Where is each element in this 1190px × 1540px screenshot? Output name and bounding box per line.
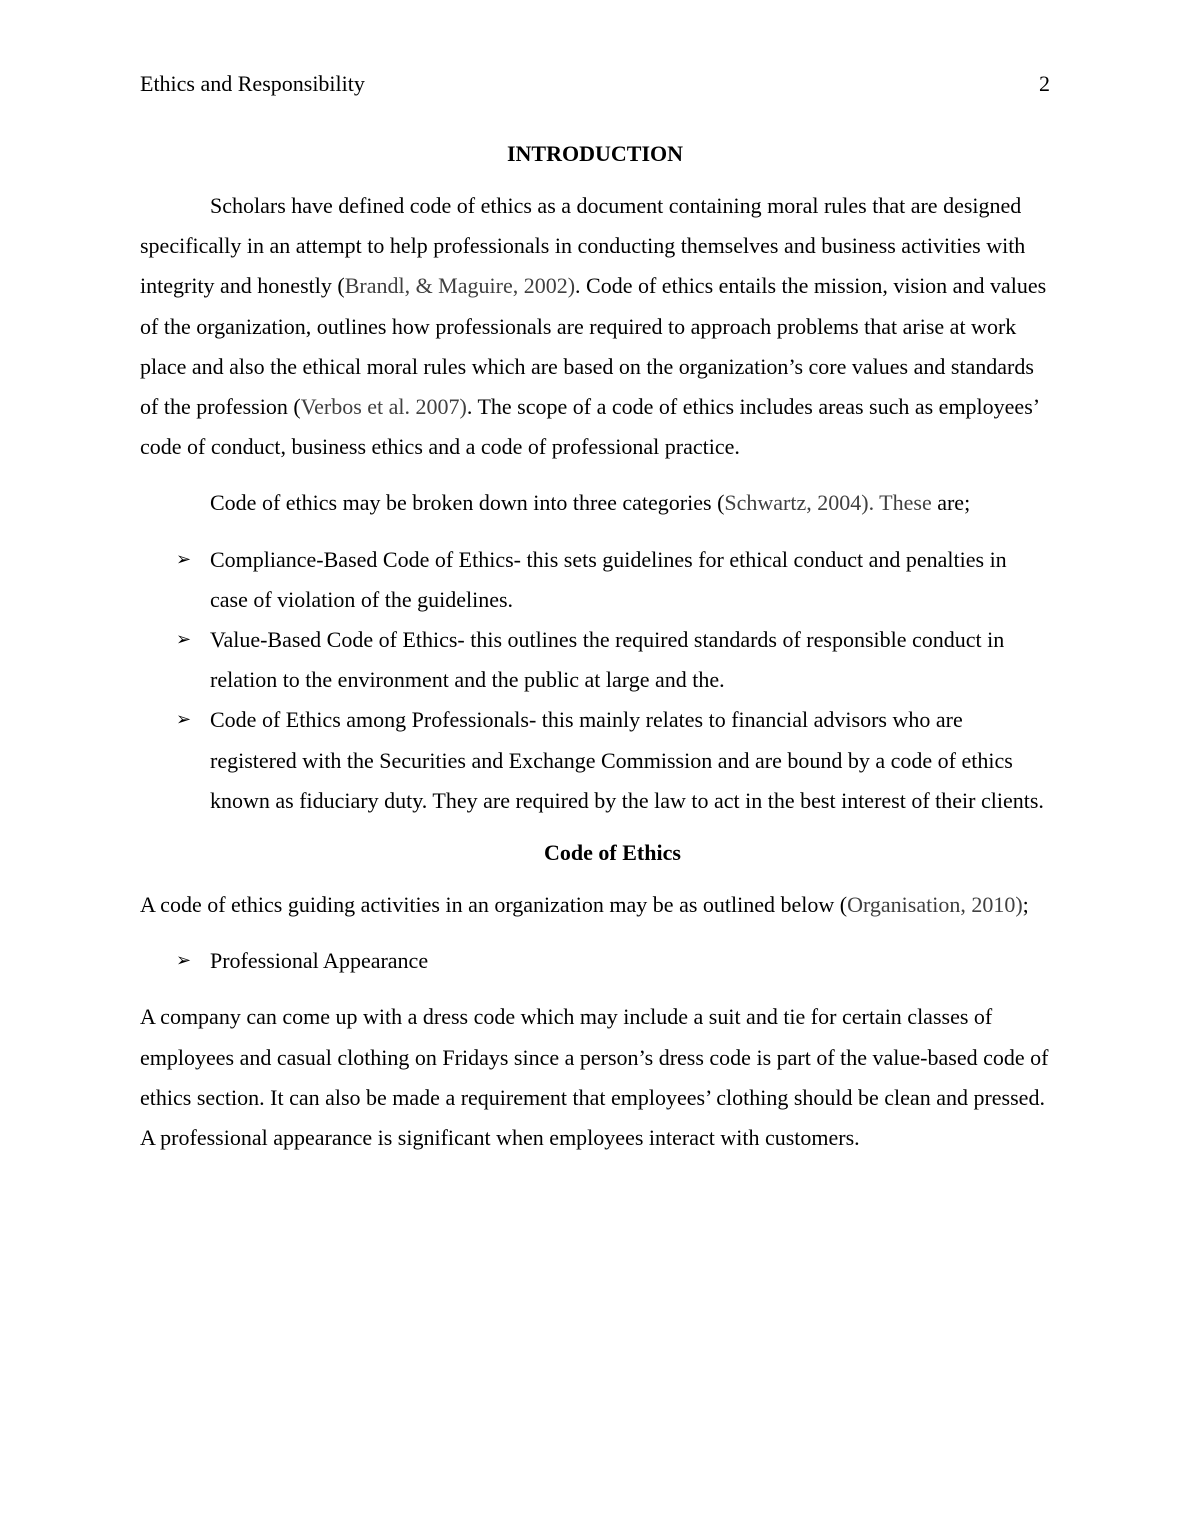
list-item [140, 941, 1050, 981]
text-run: Code of ethics may be broken down into three categories ( [210, 490, 725, 516]
text-run: A code of ethics guiding activities in an organization may be as outlined below ( [140, 892, 848, 918]
list-item-text: Compliance-Based Code of Ethics- this sets guidelines for ethical conduct and penalties in case of violation of the guidelines. [210, 546, 1007, 612]
list-item [140, 620, 1050, 700]
document-body [140, 138, 1050, 1174]
citation: Verbos et al. 2007) [300, 394, 467, 420]
introduction-heading: INTRODUCTION [506, 141, 684, 166]
text-run: . Code of ethics entails the mission, vision and values of the organization, outlines how professionals are required to approach problems that arise at work place and also the ethical moral rules which are based on the organization’s core values and standards of the profession ( [140, 273, 1047, 420]
list-item-text: Value-Based Code of Ethics- this outlines the required standards of responsible conduct in relation to the environment and the public at large and the. [210, 627, 1005, 693]
code-of-ethics-heading: Code of Ethics [544, 840, 681, 866]
list-item [140, 700, 1050, 821]
ethics-categories-list [140, 540, 1050, 821]
arrowhead-bullet-icon: ➢ [176, 950, 192, 972]
arrowhead-bullet-icon: ➢ [176, 548, 192, 570]
code-of-ethics-list [140, 941, 1050, 981]
professional-appearance-paragraph: A company can come up with a dress code which may include a suit and tie for certain classes of employees and casual clothing on Fridays since a person’s dress code is part of the value-based code of ethics section. It can also be made a requirement that employees’ clothing should be clean and pressed. A professional appearance is significant when employees interact with customers. [140, 1004, 1049, 1151]
introduction-paragraph-1 [140, 186, 1050, 467]
citation: Organisation, 2010) [847, 892, 1023, 918]
list-item-text: Professional Appearance [210, 948, 429, 974]
code-of-ethics-paragraph-1 [140, 885, 1050, 925]
running-head-title: Ethics and Responsibility [140, 71, 365, 96]
text-run: are; [931, 490, 971, 516]
text-run: ; [1022, 892, 1029, 918]
text-run: . The scope of a code of ethics includes areas such as employees’ code of conduct, business ethics and a code of professional practice. [140, 394, 1039, 460]
page-number: 2 [1039, 71, 1050, 96]
introduction-paragraph-2 [140, 483, 1050, 523]
list-item [140, 540, 1050, 620]
text-run: Scholars have defined code of ethics as a document containing moral rules that are designed specifically in an attempt to help professionals in conducting themselves and business activities with integrity and honestly ( [140, 193, 1026, 299]
citation: Schwartz, 2004). These [724, 490, 932, 516]
arrowhead-bullet-icon: ➢ [176, 629, 192, 651]
citation: Brandl, & Maguire, 2002) [344, 273, 576, 299]
arrowhead-bullet-icon: ➢ [176, 709, 192, 731]
list-item-text: Code of Ethics among Professionals- this mainly relates to financial advisors who are registered with the Securities and Exchange Commission and are bound by a code of ethics known as fiduciary duty. They are required by the law to act in the best interest of their clients. [210, 707, 1044, 813]
